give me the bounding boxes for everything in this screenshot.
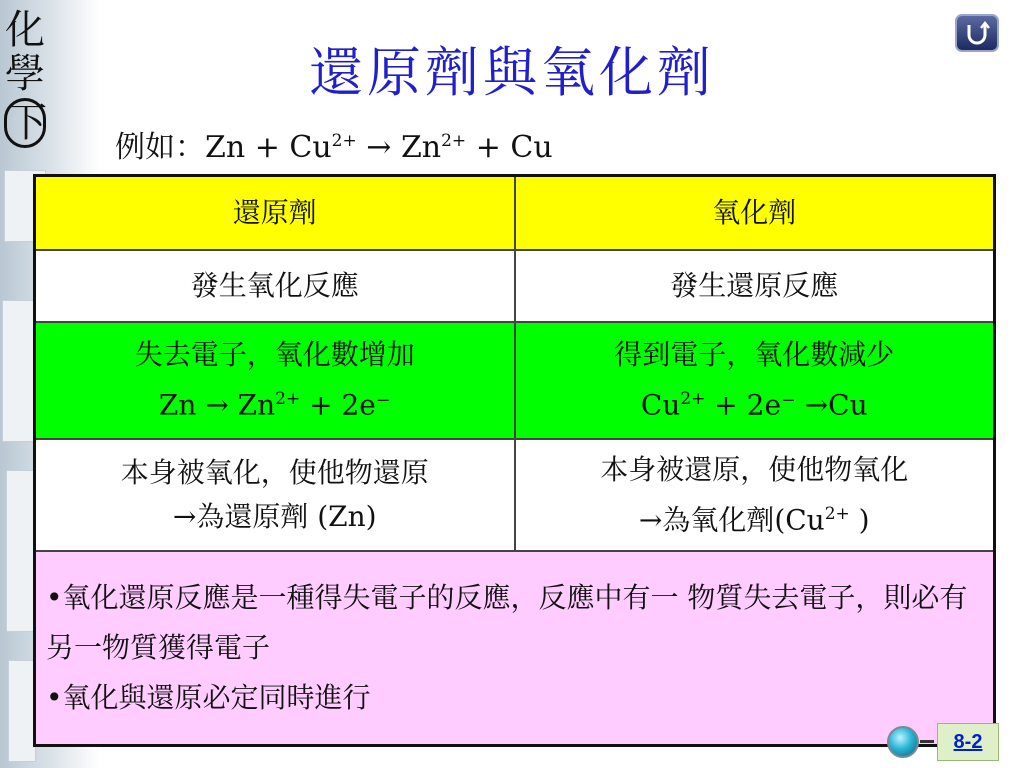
subject-char: 學	[5, 51, 45, 97]
decorative-shape	[8, 660, 36, 762]
eq-text: Zn → Zn	[158, 388, 276, 422]
eq-text: + 2e⁻ →Cu	[705, 388, 868, 422]
nav-connector	[920, 740, 934, 743]
table-row	[35, 322, 995, 439]
return-button[interactable]	[955, 14, 999, 52]
page-title: 還原劑與氧化劑	[309, 41, 715, 104]
section-link[interactable]: 8-2	[937, 723, 999, 761]
eq-text: + 2e⁻	[300, 388, 391, 422]
eq-text: + Cu	[466, 130, 553, 165]
eq-text: Cu	[640, 388, 681, 422]
notes-cell	[35, 551, 995, 746]
example-label: 例如：	[115, 130, 205, 165]
header-reducing-agent: 還原劑	[35, 176, 515, 251]
table-cell	[35, 322, 515, 439]
eq-charge: 2+	[441, 131, 467, 151]
table-cell	[515, 322, 995, 439]
subject-volume: 下	[4, 98, 46, 148]
eq-text: )	[849, 503, 870, 537]
cell-equation	[522, 377, 988, 427]
table-cell	[35, 439, 515, 551]
example-equation	[115, 122, 553, 166]
cell-line: 本身被氧化，使他物還原	[120, 456, 429, 489]
cell-line: 得到電子，氧化數減少	[614, 338, 895, 372]
cell-line: 失去電子，氧化數增加	[134, 338, 415, 372]
cell-line: →為還原劑 (Zn)	[172, 500, 377, 533]
eq-charge: 2+	[824, 503, 850, 524]
table-cell: 發生還原反應	[515, 250, 995, 322]
eq-text: Zn + Cu	[205, 130, 332, 165]
cell-line	[522, 492, 988, 542]
table-row	[35, 250, 995, 322]
eq-text: Zn	[400, 130, 442, 165]
eq-charge: 2+	[331, 131, 357, 151]
note-item: •氧化與還原必定同時進行	[46, 681, 371, 714]
eq-arrow: →	[356, 130, 401, 165]
comparison-table	[33, 174, 996, 747]
note-item: •氧化還原反應是一種得失電子的反應，反應中有一 物質失去電子，則必有另一物質獲得電子	[46, 581, 968, 664]
return-icon	[964, 21, 990, 45]
table-row	[35, 439, 995, 551]
nav-orb-button[interactable]	[887, 726, 919, 758]
cell-line: 本身被還原，使他物氧化	[600, 452, 909, 486]
subject-char: 化	[5, 7, 45, 53]
eq-charge: 2+	[275, 389, 301, 410]
table-cell: 發生氧化反應	[35, 250, 515, 322]
eq-charge: 2+	[680, 389, 706, 410]
eq-text: →為氧化劑(Cu	[638, 503, 825, 537]
cell-equation	[42, 377, 508, 427]
table-cell	[515, 439, 995, 551]
table-header-row	[35, 176, 995, 251]
header-oxidizing-agent: 氧化劑	[515, 176, 995, 251]
notes-row	[35, 551, 995, 746]
